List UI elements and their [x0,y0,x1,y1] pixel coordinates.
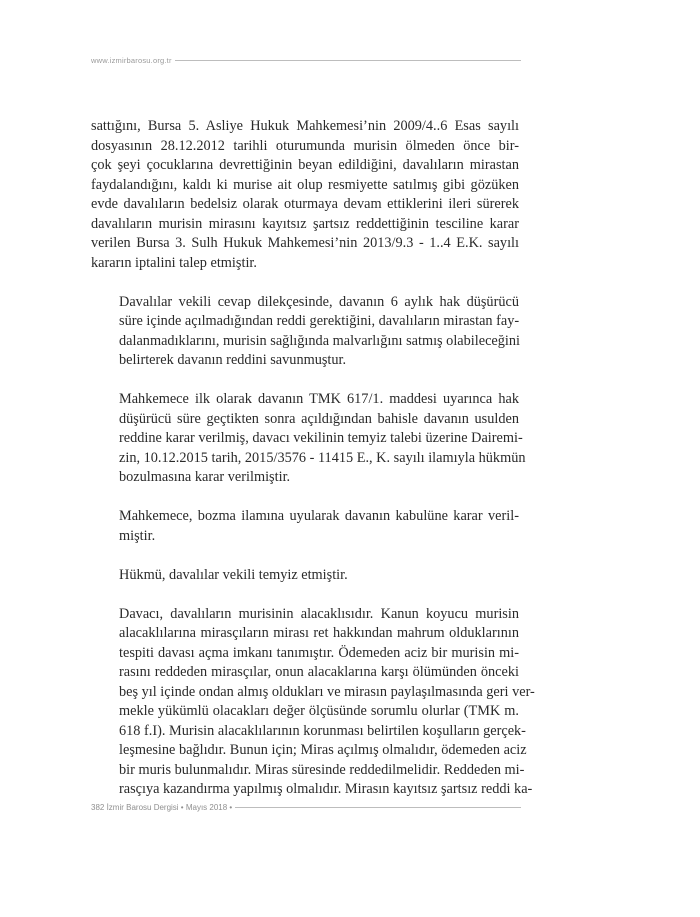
text-line: davalıların murisin mirasını kayıtsız şartsız reddettiğinin tesciline karar [91,215,519,232]
text-line: Davacı, davalıların murisinin alacaklısıdır. Kanun koyucu murisin [119,605,519,622]
text-line: belirterek davanın reddini savunmuştur. [119,352,347,368]
text-line: çok şeyi çocuklarına devrettiğinin beyan edildiğini, davalıların mirastan [91,157,519,173]
text-line: faydalandığını, kaldı ki murise ait olup resmiyette satılmış gibi gözüken [91,176,519,193]
text-line: rasını reddeden mirasçılar, onun alacaklarına karşı ölümünden önceki [119,664,519,680]
paragraph [91,390,526,488]
paragraph [91,507,519,546]
text-line: alacaklılarına mirasçıların mirası ret hakkından mahrum olduklarının [119,625,519,641]
text-line: düşürücü süre geçtikten sonra açıldığından bahisle davanın usulden [119,410,519,427]
text-line: reddine karar verilmiş, davacı vekilinin temyiz talebi üzerine Dairemi- [119,430,523,446]
text-line: kararın iptalini talep etmiştir. [91,254,257,271]
text-line: verilen Bursa 3. Sulh Hukuk Mahkemesi’nin 2013/9.3 - 1..4 E.K. sayılı [91,235,519,251]
text-line: rasçıya kazandırma yapılmış olmalıdır. Mirasın kayıtsız şartsız reddi ka- [119,781,533,797]
text-line: Mahkemece ilk olarak davanın TMK 617/1. maddesi uyarınca hak [119,391,519,407]
footer-rule [235,807,521,808]
header-url: www.izmirbarosu.org.tr [91,55,172,65]
text-line: bir muris bulunmalıdır. Miras süresinde reddedilmelidir. Reddeden mi- [119,761,525,778]
text-line: süre içinde açılmadığından reddi gerektiğini, davalıların mirastan fay- [119,313,520,329]
text-line: bozulmasına karar verilmiştir. [119,469,291,485]
text-line: mekle yükümlü olacakları değer ölçüsünde sorumlu olurlar (TMK m. [119,703,519,719]
text-line: sattığını, Bursa 5. Asliye Hukuk Mahkemesi’nin 2009/4..6 Esas sayılı [91,118,519,134]
footer-text: 382 İzmir Barosu Dergisi • Mayıs 2018 • [91,802,233,812]
text-line: evde davalıların bedelsiz olarak oturmaya devam ettiklerini ileri sürerek [91,196,519,212]
text-line: Mahkemece, bozma ilamına uyularak davanın kabulüne karar veril- [119,508,519,524]
text-line: leşmesine bağlıdır. Bunun için; Miras açılmış olmalıdır, ödemeden aciz [119,742,527,758]
text-line: zin, 10.12.2015 tarih, 2015/3576 - 11415 E., K. sayılı ilamıyla hükmün [119,449,526,466]
text-line: miştir. [119,527,156,544]
paragraph [91,293,519,371]
paragraph [91,566,519,586]
header-rule [175,60,521,61]
text-line: beş yıl içinde ondan almış oldukları ve mirasın paylaşılmasında geri ver- [119,683,535,700]
text-line: Hükmü, davalılar vekili temyiz etmiştir. [119,566,348,583]
text-line: dalanmadıklarını, murisin sağlığında malvarlığını satmış olabileceğini [119,332,521,349]
page-header [91,53,521,67]
paragraph [91,117,519,273]
text-line: 618 f.I). Murisin alacaklılarının korunması belirtilen koşulların gerçek- [119,722,526,739]
text-line: Davalılar vekili cevap dilekçesinde, davanın 6 aylık hak düşürücü [119,293,519,310]
text-line: dosyasının 28.12.2012 tarihli oturumunda murisin ölmeden önce bir- [91,137,519,154]
body-text [91,117,535,819]
text-line: tespiti davası açma imkanı tanımıştır. Ödemeden aciz bir murisin mi- [119,644,519,661]
page-footer [91,800,521,814]
paragraph [91,605,535,800]
